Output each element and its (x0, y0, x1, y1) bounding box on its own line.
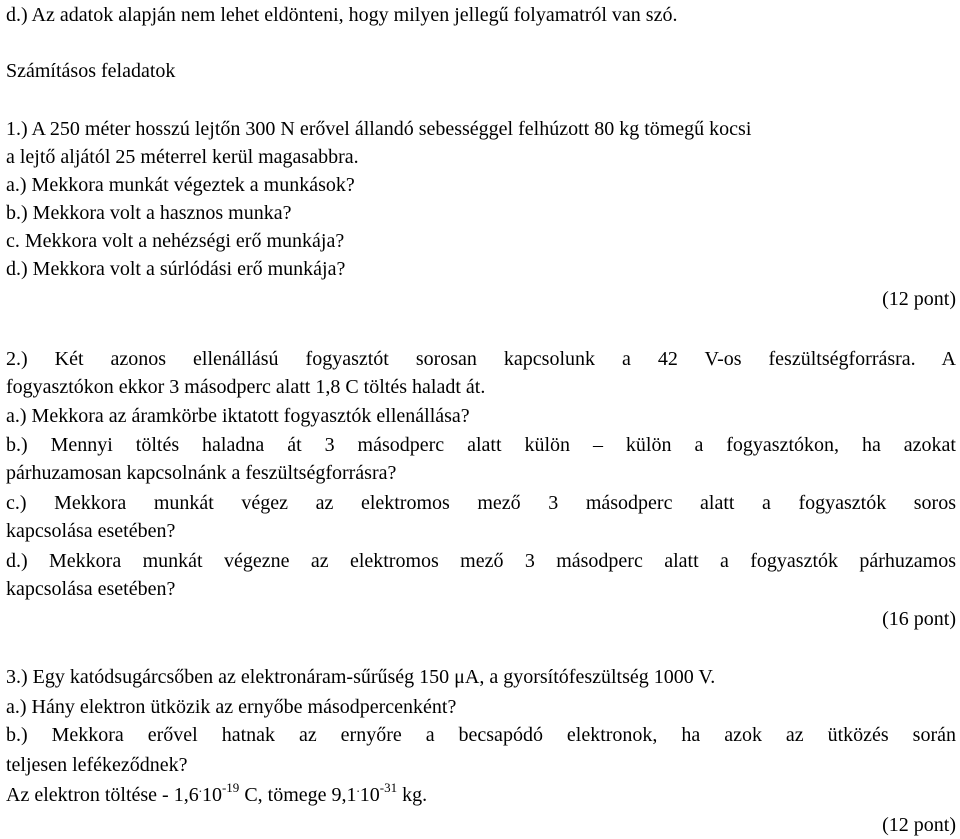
power-base-2: 10 (359, 784, 380, 806)
problem3-question-a: a.) Hány elektron ütközik az ernyőbe másodpercenként? (6, 696, 457, 718)
problem2-question-c-cont: kapcsolása esetében? (6, 520, 176, 542)
problem2-question-d-cont: kapcsolása esetében? (6, 578, 176, 600)
problem1-question-c: c. Mekkora volt a nehézségi erő munkája? (6, 230, 345, 252)
exponent-1: -19 (221, 780, 240, 795)
problem1-question-b: b.) Mekkora volt a hasznos munka? (6, 202, 292, 224)
problem2-question-c: c.) Mekkora munkát végez az elektromos mező 3 másodperc alatt a fogyasztók soros (6, 492, 956, 514)
multiplication-dot-1: . (198, 780, 202, 795)
problem2-line-1: 2.) Két azonos ellenállású fogyasztót sorosan kapcsolunk a 42 V-os feszültségforrásra. A (6, 348, 956, 370)
problem2-question-a: a.) Mekkora az áramkörbe iktatott fogyasztók ellenállása? (6, 405, 470, 427)
problem1-points: (12 pont) (882, 288, 956, 310)
constants-mid: C, tömege 9,1 (239, 784, 357, 806)
problem3-question-b: b.) Mekkora erővel hatnak az ernyőre a becsapódó elektronok, ha azok az ütközés során (6, 724, 956, 746)
problem2-points: (16 pont) (882, 608, 956, 630)
problem2-question-b: b.) Mennyi töltés haladna át 3 másodperc alatt külön – külön a fogyasztókon, ha azokat (6, 434, 956, 456)
problem2-question-d: d.) Mekkora munkát végezne az elektromos mező 3 másodperc alatt a fogyasztók párhuzamos (6, 550, 956, 572)
problem1-line-1: 1.) A 250 méter hosszú lejtőn 300 N erővel állandó sebességgel felhúzott 80 kg tömegű kocsi (6, 118, 752, 140)
problem1-question-a: a.) Mekkora munkát végeztek a munkások? (6, 174, 355, 196)
intro-line: d.) Az adatok alapján nem lehet eldönteni, hogy milyen jellegű folyamatról van szó. (6, 4, 678, 26)
problem1-question-d: d.) Mekkora volt a súrlódási erő munkája? (6, 258, 346, 280)
problem3-question-b-cont: teljesen lefékeződnek? (6, 754, 188, 776)
problem1-line-2: a lejtő aljától 25 méterrel kerül magasabbra. (6, 146, 359, 168)
power-base-1: 10 (201, 784, 222, 806)
section-title: Számításos feladatok (6, 60, 176, 82)
problem3-points: (12 pont) (882, 814, 956, 836)
problem2-question-b-cont: párhuzamosan kapcsolnánk a feszültségforrásra? (6, 462, 397, 484)
exponent-2: -31 (379, 780, 398, 795)
constants-prefix: Az elektron töltése - 1,6 (6, 784, 199, 806)
multiplication-dot-2: . (356, 780, 360, 795)
constants-suffix: kg. (397, 784, 428, 806)
problem3-line-1: 3.) Egy katódsugárcsőben az elektronáram-sűrűség 150 μA, a gyorsítófeszültség 1000 V. (6, 666, 716, 688)
problem3-constants (6, 780, 956, 807)
problem2-line-2: fogyasztókon ekkor 3 másodperc alatt 1,8 C töltés haladt át. (6, 376, 486, 398)
